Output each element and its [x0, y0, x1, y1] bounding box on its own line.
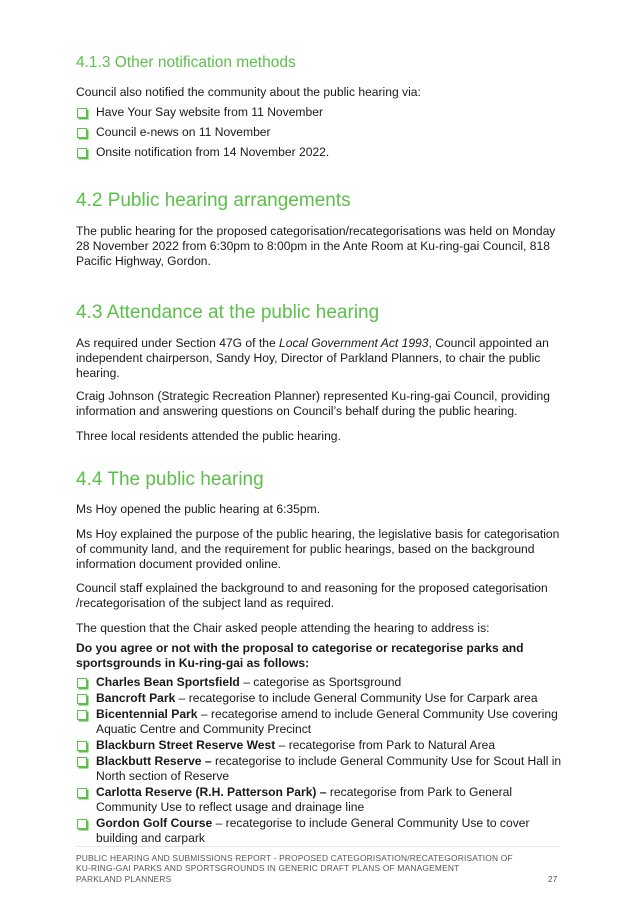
section-4-2-paragraph: The public hearing for the proposed categorisation/recategorisations was held on Monday 28 November 2022 from 6:30pm to 8:00pm in the Ante Room at Ku-ring-gai Council, 818 Pacific Highway, Gordon.	[76, 224, 556, 268]
section-4-4-paragraph-2: Ms Hoy explained the purpose of the public hearing, the legislative basis for categorisation of community land, and the requirement for public hearings, based on the background information document provided online.	[76, 527, 560, 571]
footer-line-2: KU-RING-GAI PARKS AND SPORTSGROUNDS IN GENERIC DRAFT PLANS OF MANAGEMENT	[76, 863, 460, 874]
section-4-3-paragraph-1: As required under Section 47G of the Local Government Act 1993, Council appointed an independent chairperson, Sandy Hoy, Director of Parkland Planners, to chair the public hearing.	[76, 336, 549, 380]
list-item: Blackbutt Reserve – recategorise to include General Community Use for Scout Hall in North section of Reserve	[76, 754, 568, 784]
checkbox-bullet-icon	[77, 678, 87, 688]
checkbox-bullet-icon	[77, 757, 87, 767]
checkbox-bullet-icon	[77, 128, 87, 138]
section-4-4-paragraph-1: Ms Hoy opened the public hearing at 6:35pm.	[76, 502, 321, 516]
footer-line-3: PARKLAND PLANNERS	[76, 873, 172, 884]
checkbox-bullet-icon	[77, 710, 87, 720]
section-4-3-heading: 4.3 Attendance at the public hearing	[76, 302, 380, 323]
list-item: Council e-news on 11 November	[76, 125, 568, 140]
notification-methods-list	[76, 105, 568, 160]
section-4-2-heading: 4.2 Public hearing arrangements	[76, 190, 351, 211]
hearing-question: Do you agree or not with the proposal to categorise or recategorise parks and sportsgrounds in Ku-ring-gai as follows:	[76, 641, 524, 670]
list-item: Bicentennial Park – recategorise amend to include General Community Use covering Aquatic Centre and Community Precinct	[76, 707, 568, 737]
section-4-4-paragraph-4: The question that the Chair asked people attending the hearing to address is:	[76, 621, 490, 635]
categorisation-list	[76, 675, 568, 846]
section-4-3-paragraph-2: Craig Johnson (Strategic Recreation Planner) represented Ku-ring-gai Council, providing information and answering questions on Council’s behalf during the public hearing.	[76, 389, 550, 418]
checkbox-bullet-icon	[77, 148, 87, 158]
checkbox-bullet-icon	[77, 741, 87, 751]
list-item: Have Your Say website from 11 November	[76, 105, 568, 120]
checkbox-bullet-icon	[77, 694, 87, 704]
footer-divider	[76, 846, 560, 847]
footer-line-1: PUBLIC HEARING AND SUBMISSIONS REPORT - PROPOSED CATEGORISATION/RECATEGORISATION OF	[76, 853, 513, 863]
page-footer	[76, 853, 560, 884]
list-item: Gordon Golf Course – recategorise to include General Community Use to cover building and carpark	[76, 816, 568, 846]
section-4-4-paragraph-3: Council staff explained the background to and reasoning for the proposed categorisation /recategorisation of the subject land as required.	[76, 581, 548, 610]
list-item: Bancroft Park – recategorise to include General Community Use for Carpark area	[76, 691, 568, 706]
section-4-4-heading: 4.4 The public hearing	[76, 469, 264, 490]
list-item: Carlotta Reserve (R.H. Patterson Park) – recategorise from Park to General Community Use to reflect usage and drainage line	[76, 785, 568, 815]
page-number: 27	[548, 874, 558, 884]
list-item: Onsite notification from 14 November 2022.	[76, 145, 568, 160]
section-4-1-3-intro: Council also notified the community about the public hearing via:	[76, 85, 421, 99]
checkbox-bullet-icon	[77, 788, 87, 798]
checkbox-bullet-icon	[77, 108, 87, 118]
checkbox-bullet-icon	[77, 819, 87, 829]
section-4-3-paragraph-3: Three local residents attended the public hearing.	[76, 429, 341, 443]
section-4-1-3-heading: 4.1.3 Other notification methods	[76, 54, 296, 71]
list-item: Blackburn Street Reserve West – recategorise from Park to Natural Area	[76, 738, 568, 753]
list-item: Charles Bean Sportsfield – categorise as Sportsground	[76, 675, 568, 690]
